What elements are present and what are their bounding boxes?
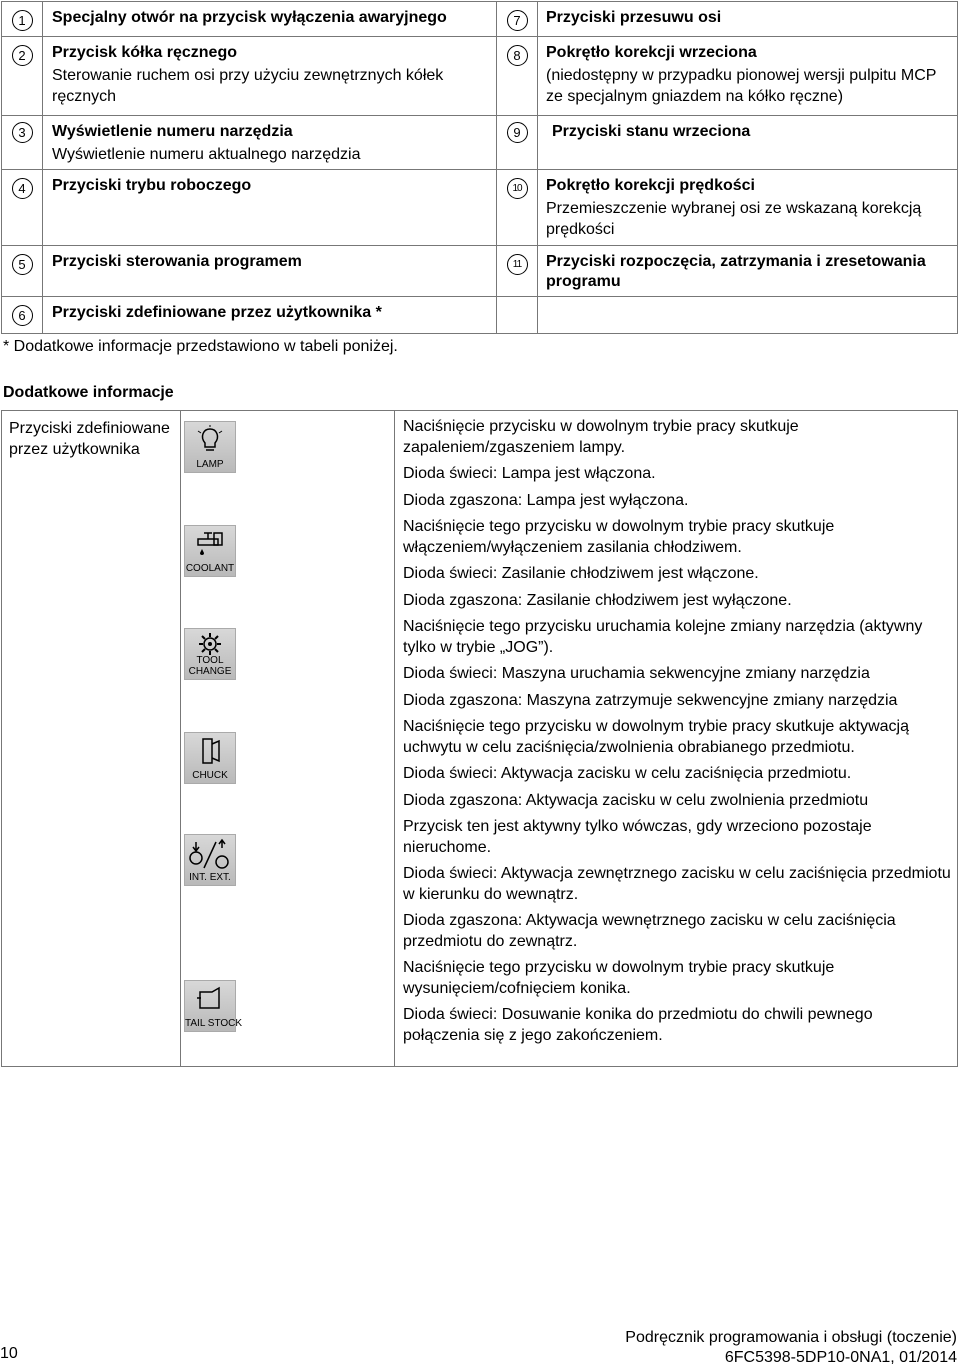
info-text: Dioda zgaszona: Lampa jest wyłączona. bbox=[403, 491, 689, 509]
legend-desc: (niedostępny w przypadku pionowej wersji pulpitu MCP ze specjalnym gniazdem na kółko ręczne) bbox=[546, 67, 937, 105]
info-category: Przyciski zdefiniowane przez użytkownika bbox=[2, 411, 181, 1067]
coolant-icon bbox=[184, 525, 236, 577]
info-text: Dioda świeci: Aktywacja zacisku w celu zaciśnięcia przedmiotu. bbox=[403, 765, 852, 782]
legend-title: Przyciski przesuwu osi bbox=[546, 9, 722, 26]
legend-title: Przyciski zdefiniowane przez użytkownika * bbox=[52, 304, 382, 321]
lamp-icon bbox=[184, 421, 236, 473]
int-ext-label: INT. EXT. bbox=[189, 872, 231, 883]
tool-change-icon bbox=[184, 628, 236, 680]
callout-5: 5 bbox=[12, 254, 33, 275]
callout-6: 6 bbox=[12, 305, 33, 326]
info-text: Dioda zgaszona: Maszyna zatrzymuje sekwencyjne zmiany narzędzia bbox=[403, 691, 898, 709]
tool-change-label-2: CHANGE bbox=[188, 666, 232, 677]
int-ext-icon bbox=[184, 834, 236, 886]
callout-1: 1 bbox=[12, 10, 33, 31]
info-text: Dioda zgaszona: Zasilanie chłodziwem jest wyłączone. bbox=[403, 591, 792, 609]
callout-11: 11 bbox=[507, 254, 528, 275]
tailstock-label: TAIL STOCK bbox=[185, 1018, 243, 1029]
tool-change-label-1: TOOL bbox=[196, 655, 224, 666]
info-text: Naciśnięcie tego przycisku uruchamia kolejne zmiany narzędzia (aktywny tylko w trybie „JOG”). bbox=[403, 618, 923, 656]
footer-docid: 6FC5398-5DP10-0NA1, 01/2014 bbox=[724, 1349, 957, 1366]
info-text: Naciśnięcie tego przycisku w dowolnym trybie pracy skutkuje aktywacją uchwytu w celu zaciśnięcia/zwolnienia obrabianego przedmiotu. bbox=[403, 718, 909, 756]
info-text: Dioda zgaszona: Aktywacja wewnętrznego zacisku w celu zaciśnięcia przedmiotu do zewnątrz. bbox=[403, 912, 896, 950]
legend-title: Specjalny otwór na przycisk wyłączenia awaryjnego bbox=[52, 9, 447, 26]
chuck-label: CHUCK bbox=[192, 770, 228, 781]
legend-table bbox=[1, 1, 958, 334]
page-number: 10 bbox=[0, 1345, 18, 1362]
legend-title: Pokrętło korekcji prędkości bbox=[546, 177, 755, 194]
info-text: Dioda świeci: Aktywacja zewnętrznego zacisku w celu zaciśnięcia przedmiotu w kierunku do wewnątrz. bbox=[403, 865, 951, 903]
legend-title: Wyświetlenie numeru narzędzia bbox=[52, 123, 293, 140]
info-text: Naciśnięcie przycisku w dowolnym trybie pracy skutkuje zapaleniem/zgaszeniem lampy. bbox=[403, 418, 799, 456]
info-table bbox=[1, 410, 958, 1067]
tailstock-icon bbox=[184, 980, 243, 1032]
legend-title: Pokrętło korekcji wrzeciona bbox=[546, 44, 757, 61]
legend-desc: Wyświetlenie numeru aktualnego narzędzia bbox=[52, 146, 361, 163]
footer-title: Podręcznik programowania i obsługi (toczenie) bbox=[625, 1329, 957, 1346]
callout-7: 7 bbox=[507, 10, 528, 31]
info-text: Dioda świeci: Lampa jest włączona. bbox=[403, 465, 656, 482]
callout-4: 4 bbox=[12, 178, 33, 199]
info-text: Dioda świeci: Dosuwanie konika do przedmiotu do chwili pewnego połączenia się z jego zakończeniem. bbox=[403, 1006, 873, 1044]
legend-title: Przycisk kółka ręcznego bbox=[52, 44, 237, 61]
callout-9: 9 bbox=[507, 122, 528, 143]
callout-2: 2 bbox=[12, 45, 33, 66]
info-text: Dioda świeci: Zasilanie chłodziwem jest włączone. bbox=[403, 565, 759, 582]
section-title: Dodatkowe informacje bbox=[3, 384, 174, 401]
footer-info bbox=[625, 1328, 957, 1368]
info-text: Naciśnięcie tego przycisku w dowolnym trybie pracy skutkuje włączeniem/wyłączeniem zasilania chłodziwem. bbox=[403, 518, 835, 556]
lamp-label: LAMP bbox=[196, 459, 224, 470]
info-text: Dioda świeci: Maszyna uruchamia sekwencyjne zmiany narzędzia bbox=[403, 665, 870, 682]
legend-title: Przyciski rozpoczęcia, zatrzymania i zresetowania programu bbox=[546, 253, 926, 290]
callout-10: 10 bbox=[507, 178, 528, 199]
legend-title: Przyciski stanu wrzeciona bbox=[552, 123, 751, 140]
callout-3: 3 bbox=[12, 122, 33, 143]
chuck-icon bbox=[184, 732, 236, 784]
legend-title: Przyciski trybu roboczego bbox=[52, 177, 252, 194]
info-text: Dioda zgaszona: Aktywacja zacisku w celu zwolnienia przedmiotu bbox=[403, 791, 869, 809]
footnote: * Dodatkowe informacje przedstawiono w tabeli poniżej. bbox=[3, 338, 398, 355]
legend-desc: Przemieszczenie wybranej osi ze wskazaną korekcją prędkości bbox=[546, 200, 922, 238]
info-text: Przycisk ten jest aktywny tylko wówczas, gdy wrzeciono pozostaje nieruchome. bbox=[403, 818, 872, 856]
callout-8: 8 bbox=[507, 45, 528, 66]
legend-desc: Sterowanie ruchem osi przy użyciu zewnętrznych kółek ręcznych bbox=[52, 67, 444, 105]
coolant-label: COOLANT bbox=[185, 563, 235, 574]
legend-title: Przyciski sterowania programem bbox=[52, 253, 302, 270]
info-text: Naciśnięcie tego przycisku w dowolnym trybie pracy skutkuje wysunięciem/cofnięciem konika. bbox=[403, 959, 835, 997]
